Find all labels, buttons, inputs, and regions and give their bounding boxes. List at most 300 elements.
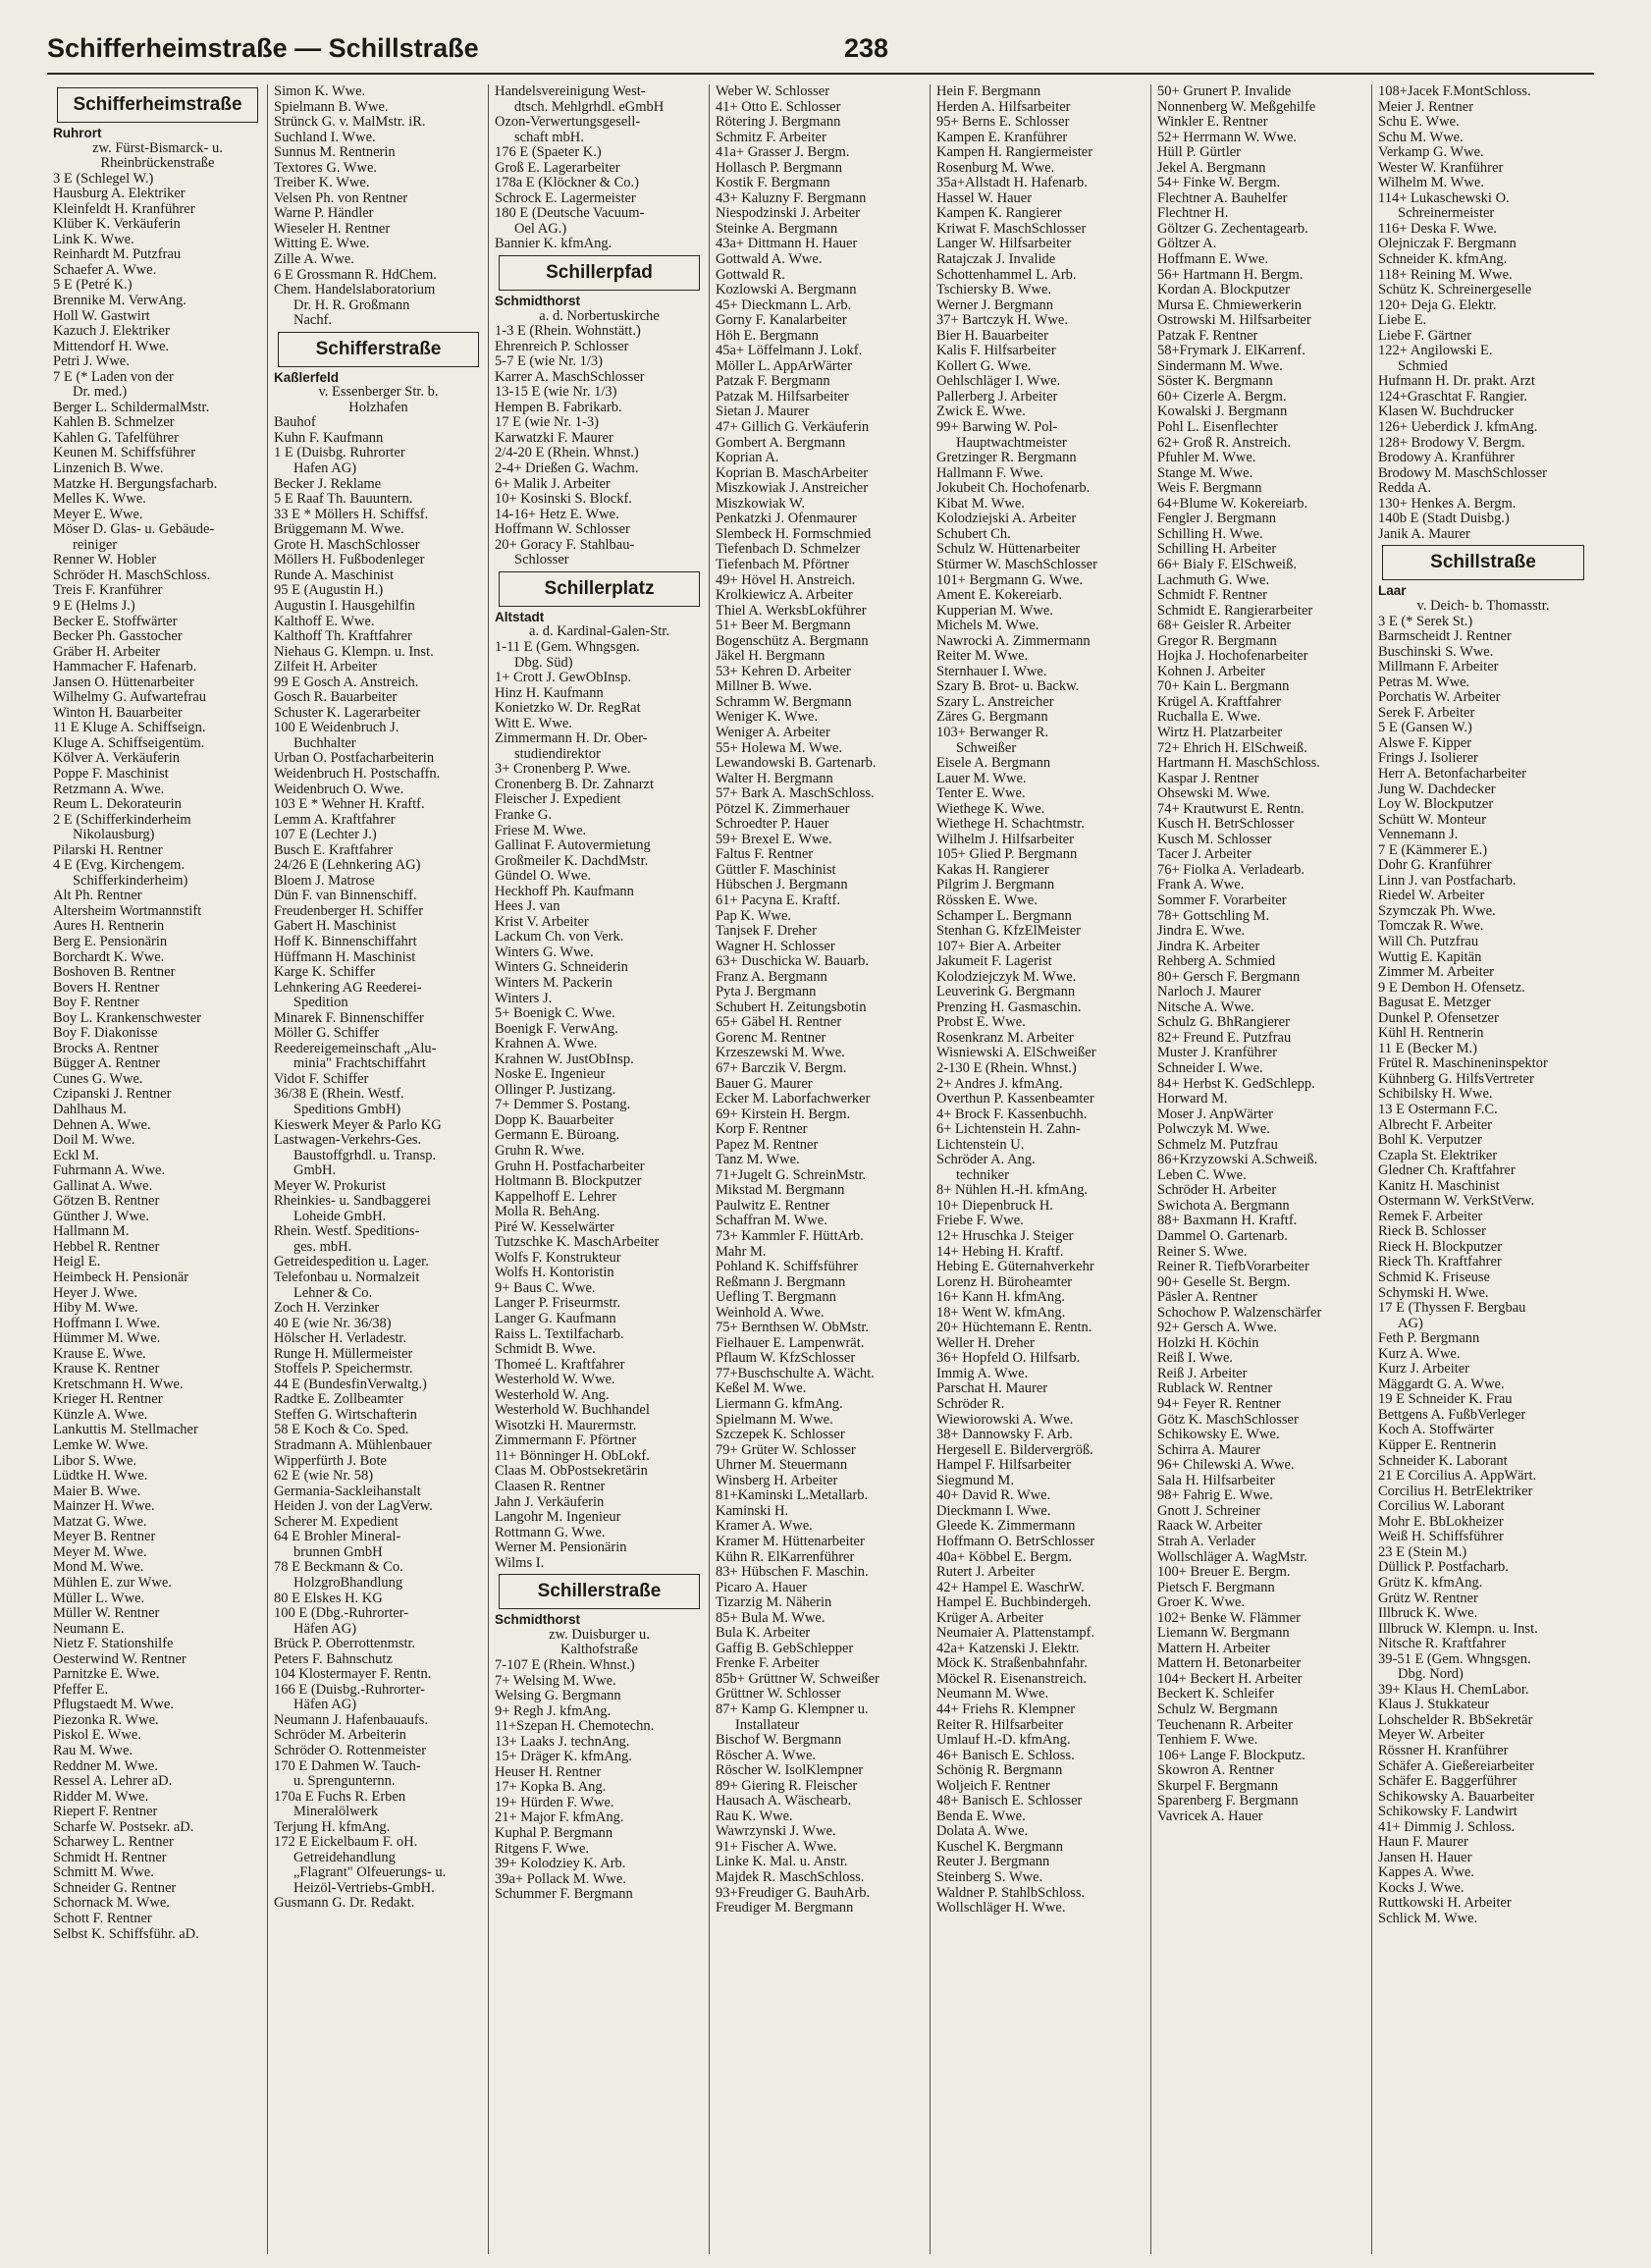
directory-entry: Piré W. Kesselwärter <box>495 1219 615 1235</box>
directory-entry: Schröder R. <box>936 1397 1005 1413</box>
directory-entry: Ridder M. Wwe. <box>53 1789 149 1805</box>
directory-entry: 85b+ Grüttner W. Schweißer <box>716 1671 879 1687</box>
directory-entry: Ressel A. Lehrer aD. <box>53 1774 173 1790</box>
directory-entry: Schönig R. Bergmann <box>936 1763 1063 1779</box>
directory-entry: Kazuch J. Elektriker <box>53 324 170 340</box>
directory-entry: Schroedter P. Hauer <box>716 817 829 833</box>
directory-entry: Tacer J. Arbeiter <box>1157 847 1252 863</box>
directory-entry: Redda A. <box>1378 481 1431 497</box>
directory-entry: Wollschläger A. WagMstr. <box>1157 1549 1307 1565</box>
directory-entry: Immig A. Wwe. <box>936 1366 1029 1381</box>
directory-entry: 35a+Allstadt H. Hafenarb. <box>936 176 1088 191</box>
directory-entry: Stenhan G. KfzElMeister <box>936 924 1081 940</box>
directory-entry: Probst E. Wwe. <box>936 1015 1026 1031</box>
directory-entry: 100 E (Dbg.-Ruhrorter- <box>274 1606 409 1622</box>
directory-entry: 1 E (Duisbg. Ruhrorter <box>274 446 405 461</box>
directory-entry: 172 E Eickelbaum F. oH. <box>274 1835 418 1851</box>
directory-entry: Claasen R. Rentner <box>495 1480 606 1495</box>
directory-entry: Schlick M. Wwe. <box>1378 1911 1478 1926</box>
directory-entry: Schornack M. Wwe. <box>53 1896 170 1912</box>
directory-entry: Schirra A. Maurer <box>1157 1442 1261 1458</box>
directory-entry: 48+ Banisch E. Schlosser <box>936 1794 1083 1809</box>
directory-entry: Stürmer W. MaschSchlosser <box>936 557 1097 572</box>
directory-entry: 107+ Bier A. Arbeiter <box>936 939 1061 954</box>
directory-entry: Rössken E. Wwe. <box>936 892 1038 908</box>
directory-entry: 65+ Gäbel H. Rentner <box>716 1015 842 1031</box>
directory-entry: 21+ Major F. kfmAng. <box>495 1810 624 1826</box>
directory-entry: Holzki H. Köchin <box>1157 1335 1259 1351</box>
directory-entry: Heuser H. Rentner <box>495 1764 602 1780</box>
directory-entry: HolzgroBhandlung <box>293 1575 403 1591</box>
directory-entry: 9+ Baus C. Wwe. <box>495 1280 596 1296</box>
directory-entry: 7+ Demmer S. Postang. <box>495 1098 631 1113</box>
directory-entry: Molla R. BehAng. <box>495 1205 601 1220</box>
directory-entry: Renner W. Hobler <box>53 553 157 568</box>
directory-entry: Gleede K. Zimmermann <box>936 1519 1076 1535</box>
directory-entry: Meyer W. Arbeiter <box>1378 1728 1485 1744</box>
directory-entry: Steffen G. Wirtschafterin <box>274 1407 417 1423</box>
directory-entry: Piezonka R. Wwe. <box>53 1712 159 1728</box>
directory-entry: 78 E Beckmann & Co. <box>274 1560 403 1576</box>
directory-entry: Waldner P. StahlbSchloss. <box>936 1885 1086 1901</box>
directory-entry: Scharwey L. Rentner <box>53 1835 174 1851</box>
directory-entry: Schmidt H. Rentner <box>53 1850 167 1865</box>
directory-entry: Wester W. Kranführer <box>1378 160 1504 176</box>
directory-entry: Schramm W. Bergmann <box>716 694 852 710</box>
directory-entry: Krieger H. Rentner <box>53 1392 163 1408</box>
directory-entry: Jung W. Dachdecker <box>1378 782 1496 797</box>
directory-entry: Hauptwachtmeister <box>956 435 1067 451</box>
directory-entry: Hergesell E. Bildervergröß. <box>936 1442 1093 1458</box>
directory-entry: Brennike M. VerwAng. <box>53 294 186 309</box>
directory-entry: Lastwagen-Verkehrs-Ges. <box>274 1133 422 1149</box>
directory-entry: Oehlschläger I. Wwe. <box>936 374 1061 390</box>
directory-entry: 72+ Ehrich H. ElSchweiß. <box>1157 740 1307 756</box>
directory-entry: Kostik F. Bergmann <box>716 176 830 191</box>
directory-entry: Pap K. Wwe. <box>716 908 792 924</box>
directory-entry: 84+ Herbst K. GedSchlepp. <box>1157 1076 1315 1092</box>
directory-entry: 39a+ Pollack M. Wwe. <box>495 1871 626 1887</box>
directory-entry: Kusch H. BetrSchlosser <box>1157 817 1294 833</box>
directory-entry: 176 E (Spaeter K.) <box>495 145 602 161</box>
directory-entry: Bovers H. Rentner <box>53 980 160 996</box>
directory-entry: Schikowsky F. Landwirt <box>1378 1805 1518 1820</box>
directory-entry: Rheinkies- u. Sandbaggerei <box>274 1194 431 1210</box>
directory-entry: Kupperian M. Wwe. <box>936 603 1053 619</box>
directory-entry: 37+ Bartczyk H. Wwe. <box>936 313 1068 329</box>
directory-entry: Tanz M. Wwe. <box>716 1153 800 1168</box>
directory-entry: Hausburg A. Elektriker <box>53 187 186 202</box>
directory-entry: Weidenbruch H. Postschaffn. <box>274 766 441 782</box>
directory-entry: Treis F. Kranführer <box>53 583 163 599</box>
directory-entry: Swichota A. Bergmann <box>1157 1198 1290 1214</box>
directory-entry: Kakas H. Rangierer <box>936 862 1049 878</box>
directory-entry: 106+ Lange F. Blockputz. <box>1157 1748 1305 1763</box>
street-range: zw. Duisburger u. <box>549 1627 650 1643</box>
directory-entry: Boenigk F. VerwAng. <box>495 1021 618 1037</box>
directory-entry: Kriwat F. MaschSchlosser <box>936 221 1087 237</box>
directory-entry: Neumann J. Hafenbauaufs. <box>274 1712 429 1728</box>
directory-entry: Oesterwind W. Rentner <box>53 1651 186 1667</box>
directory-entry: Wisotzki H. Maurermstr. <box>495 1418 637 1433</box>
directory-entry: Frenke F. Arbeiter <box>716 1656 820 1672</box>
directory-entry: Scharfe W. Postsekr. aD. <box>53 1819 194 1835</box>
directory-entry: 94+ Feyer R. Rentner <box>1157 1397 1281 1413</box>
directory-entry: Petri J. Wwe. <box>53 354 130 370</box>
directory-entry: Kahlen B. Schmelzer <box>53 415 175 431</box>
directory-entry: Loy W. Blockputzer <box>1378 797 1494 813</box>
directory-entry: Millner B. Wwe. <box>716 679 812 695</box>
directory-entry: Rublack W. Rentner <box>1157 1381 1273 1397</box>
directory-entry: Stoffels P. Speichermstr. <box>274 1362 413 1377</box>
directory-entry: 11 E (Becker M.) <box>1378 1041 1477 1056</box>
directory-entry: 78+ Gottschling M. <box>1157 908 1270 924</box>
directory-entry: Gledner Ch. Kraftfahrer <box>1378 1163 1516 1179</box>
directory-entry: Rhein. Westf. Speditions- <box>274 1224 420 1240</box>
directory-entry: Boshoven B. Rentner <box>53 965 176 981</box>
directory-entry: 45+ Dieckmann L. Arb. <box>716 297 852 313</box>
directory-entry: Illbruck K. Wwe. <box>1378 1606 1478 1622</box>
directory-entry: Treiber K. Wwe. <box>274 176 370 191</box>
directory-entry: 126+ Ueberdick J. kfmAng. <box>1378 420 1538 436</box>
directory-entry: 18+ Went W. kfmAng. <box>936 1305 1066 1321</box>
directory-entry: 85+ Bula M. Wwe. <box>716 1610 826 1626</box>
directory-entry: Schikowsky A. Bauarbeiter <box>1378 1789 1535 1805</box>
directory-entry: Hartmann H. MaschSchloss. <box>1157 756 1320 772</box>
directory-entry: Liebe E. <box>1378 313 1427 329</box>
directory-entry: Schröder O. Rottenmeister <box>274 1743 427 1758</box>
directory-entry: 95 E (Augustin H.) <box>274 583 384 599</box>
directory-entry: Miszkowiak J. Anstreicher <box>716 481 869 497</box>
directory-entry: Becker J. Reklame <box>274 476 382 492</box>
directory-entry: Schütz K. Schreinergeselle <box>1378 283 1532 298</box>
district-label: Kaßlerfeld <box>274 369 340 385</box>
directory-entry: 103+ Berwanger R. <box>936 725 1049 740</box>
directory-entry: 96+ Chilewski A. Wwe. <box>1157 1458 1295 1474</box>
directory-entry: Urban O. Postfacharbeiterin <box>274 751 435 767</box>
directory-entry: Liermann G. kfmAng. <box>716 1397 843 1413</box>
directory-entry: 51+ Beer M. Bergmann <box>716 619 851 634</box>
directory-entry: 7 E (Kämmerer E.) <box>1378 842 1488 858</box>
directory-entry: Radtke E. Zollbeamter <box>274 1392 403 1408</box>
directory-entry: Schmid K. Friseuse <box>1378 1270 1490 1286</box>
directory-entry: Brüggemann M. Wwe. <box>274 522 404 538</box>
directory-entry: 3+ Cronenberg P. Wwe. <box>495 762 631 778</box>
directory-entry: Gallinat F. Autovermietung <box>495 838 651 854</box>
directory-entry: Albrecht F. Arbeiter <box>1378 1117 1493 1133</box>
directory-entry: Weinhold A. Wwe. <box>716 1305 825 1321</box>
directory-entry: Schmitt M. Wwe. <box>53 1865 154 1881</box>
directory-entry: Reiß J. Arbeiter <box>1157 1366 1248 1381</box>
directory-entry: Czipanski J. Rentner <box>53 1087 172 1103</box>
directory-entry: Hoffmann W. Schlosser <box>495 522 630 538</box>
directory-entry: 9+ Regh J. kfmAng. <box>495 1703 612 1719</box>
directory-entry: Kampen K. Rangierer <box>936 206 1062 222</box>
directory-entry: Tizarzig M. Näherin <box>716 1595 832 1611</box>
directory-entry: Nitsche A. Wwe. <box>1157 999 1254 1015</box>
directory-entry: Bula K. Arbeiter <box>716 1626 811 1642</box>
directory-entry: Müller L. Wwe. <box>53 1591 145 1606</box>
directory-entry: Kühn R. ElKarrenführer <box>716 1549 855 1565</box>
directory-columns <box>47 84 1594 2254</box>
directory-entry: Holtmann B. Blockputzer <box>495 1174 642 1190</box>
directory-entry: 64 E Brohler Mineral- <box>274 1530 401 1545</box>
directory-entry: Winsberg H. Arbeiter <box>716 1473 838 1488</box>
directory-entry: 6+ Malik J. Arbeiter <box>495 476 611 492</box>
directory-entry: Möllers H. Fußbodenleger <box>274 553 425 568</box>
directory-entry: 9 E Dembon H. Ofensetz. <box>1378 980 1525 996</box>
page-header <box>47 27 1594 75</box>
directory-entry: 11+Szepan H. Chemotechn. <box>495 1719 655 1735</box>
directory-entry: 7 E (* Laden von der <box>53 369 174 385</box>
directory-entry: u. Sprengunternn. <box>293 1774 396 1790</box>
directory-entry: Söster K. Bergmann <box>1157 374 1273 390</box>
directory-entry: Heigl E. <box>53 1255 101 1270</box>
street-range: Kalthofstraße <box>560 1643 638 1658</box>
directory-entry: Hoffmann E. Wwe. <box>1157 252 1269 268</box>
directory-entry: Schrock E. Lagermeister <box>495 190 636 206</box>
directory-entry: Gündel O. Wwe. <box>495 869 591 885</box>
directory-entry: Kollert G. Wwe. <box>936 358 1032 374</box>
directory-entry: Grütz W. Rentner <box>1378 1591 1478 1606</box>
directory-entry: Borchardt K. Wwe. <box>53 949 165 965</box>
directory-entry: Müller W. Rentner <box>53 1606 160 1622</box>
directory-entry: Szymczak Ph. Wwe. <box>1378 903 1496 919</box>
directory-entry: Reiß I. Wwe. <box>1157 1351 1234 1367</box>
directory-entry: 52+ Herrmann W. Wwe. <box>1157 130 1298 145</box>
directory-entry: 80+ Gersch F. Bergmann <box>1157 969 1301 985</box>
directory-entry: Westerhold W. Ang. <box>495 1387 610 1403</box>
directory-entry: Gretzinger R. Bergmann <box>936 451 1077 466</box>
directory-entry: Altersheim Wortmannstift <box>53 903 202 919</box>
directory-entry: Kühl H. Rentnerin <box>1378 1026 1484 1042</box>
directory-entry: Hampel F. Hilfsarbeiter <box>936 1458 1071 1474</box>
directory-entry: Kolodziejski A. Arbeiter <box>936 512 1077 527</box>
directory-entry: Umlauf H.-D. kfmAng. <box>936 1733 1071 1749</box>
directory-entry: 83+ Hübschen F. Maschin. <box>716 1565 869 1581</box>
directory-entry: 6+ Lichtenstein H. Zahn- <box>936 1122 1081 1138</box>
directory-entry: Mahr M. <box>716 1244 767 1260</box>
district-label: Altstadt <box>495 609 545 624</box>
directory-entry: Hempen B. Fabrikarb. <box>495 400 622 415</box>
directory-entry: Gusmann G. Dr. Redakt. <box>274 1896 415 1912</box>
directory-entry: Mond M. Wwe. <box>53 1560 144 1576</box>
directory-entry: Installateur <box>735 1717 800 1733</box>
directory-entry: Langohr M. Ingenieur <box>495 1510 621 1526</box>
directory-entry: Güttler F. Maschinist <box>716 862 836 878</box>
directory-entry: Kramer M. Hüttenarbeiter <box>716 1534 865 1549</box>
directory-entry: Hein F. Bergmann <box>936 84 1041 99</box>
directory-entry: Janik A. Maurer <box>1378 526 1470 542</box>
directory-entry: Lichtenstein U. <box>936 1137 1025 1153</box>
street-heading: Schifferheimstraße <box>57 87 258 123</box>
directory-entry: Kuhn F. Kaufmann <box>274 430 384 446</box>
directory-entry: Sietan J. Maurer <box>716 405 810 420</box>
directory-entry: Skowron A. Rentner <box>1157 1763 1274 1779</box>
directory-entry: 114+ Lukaschewski O. <box>1378 190 1510 206</box>
directory-entry: Rössner H. Kranführer <box>1378 1743 1509 1758</box>
directory-entry: Kalis F. Hilfsarbeiter <box>936 344 1056 359</box>
directory-entry: 170 E Dahmen W. Tauch- <box>274 1758 421 1774</box>
directory-entry: 56+ Hartmann H. Bergm. <box>1157 267 1304 283</box>
directory-entry: Wuttig E. Kapitän <box>1378 949 1482 965</box>
directory-entry: Paulwitz E. Rentner <box>716 1198 830 1214</box>
directory-entry: Karrer A. MaschSchlosser <box>495 369 645 385</box>
directory-entry: Kuphal P. Bergmann <box>495 1825 613 1841</box>
directory-entry: Winters G. Schneiderin <box>495 960 628 976</box>
directory-entry: Strünck G. v. MalMstr. iR. <box>274 115 426 131</box>
directory-entry: Kaspar J. Rentner <box>1157 771 1259 786</box>
directory-entry: Majdek R. MaschSchloss. <box>716 1869 865 1885</box>
directory-entry: Parschat H. Maurer <box>936 1381 1048 1397</box>
directory-entry: Kuschel K. Bergmann <box>936 1839 1063 1855</box>
directory-entry: 41+ Otto E. Schlosser <box>716 99 841 115</box>
directory-entry: Meyer E. Wwe. <box>53 507 143 522</box>
directory-entry: Röscher W. IsolKlempner <box>716 1763 864 1779</box>
directory-column <box>489 84 710 2254</box>
directory-entry: Tomczak R. Wwe. <box>1378 919 1484 935</box>
directory-entry: 13-15 E (wie Nr. 1/3) <box>495 385 617 401</box>
directory-entry: Thiel A. WerksbLokführer <box>716 603 867 619</box>
directory-entry: 36/38 E (Rhein. Westf. <box>274 1087 404 1103</box>
directory-entry: Niespodzinski J. Arbeiter <box>716 206 860 222</box>
directory-entry: Klasen W. Buchdrucker <box>1378 405 1515 420</box>
directory-entry: 11+ Bönninger H. ObLokf. <box>495 1448 650 1464</box>
directory-entry: Baustoffgrhdl. u. Transp. <box>293 1148 437 1163</box>
directory-entry: Lohschelder R. BbSekretär <box>1378 1712 1533 1728</box>
directory-entry: 64+Blume W. Kokereiarb. <box>1157 496 1308 512</box>
directory-entry: Kappelhoff E. Lehrer <box>495 1189 617 1205</box>
directory-entry: Zille A. Wwe. <box>274 252 354 268</box>
directory-entry: Pilarski H. Rentner <box>53 842 163 858</box>
directory-entry: 166 E (Duisbg.-Ruhrorter- <box>274 1682 425 1698</box>
directory-entry: Hufmann H. Dr. prakt. Arzt <box>1378 374 1535 390</box>
directory-entry: minia" Frachtschiffahrt <box>293 1056 426 1072</box>
directory-entry: 86+Krzyzowski A.Schweiß. <box>1157 1153 1318 1168</box>
directory-entry: Kalthoff Th. Kraftfahrer <box>274 629 412 645</box>
directory-entry: 61+ Pacyna E. Kraftf. <box>716 892 840 908</box>
directory-entry: Mohr E. BbLokheizer <box>1378 1514 1504 1530</box>
directory-entry: Hüll P. Gürtler <box>1157 145 1241 161</box>
directory-entry: 15+ Dräger K. kfmAng. <box>495 1750 632 1765</box>
directory-entry: 73+ Kammler F. HüttArb. <box>716 1229 864 1245</box>
directory-entry: Reinhardt M. Putzfrau <box>53 247 182 263</box>
directory-entry: Boy L. Krankenschwester <box>53 1010 201 1026</box>
directory-entry: 40a+ Köbbel E. Bergm. <box>936 1549 1072 1565</box>
directory-entry: Patzak F. Bergmann <box>716 374 830 390</box>
directory-entry: 4+ Brock F. Kassenbuchh. <box>936 1107 1088 1122</box>
directory-entry: Pflaum W. KfzSchlosser <box>716 1351 856 1367</box>
directory-entry: 180 E (Deutsche Vacuum- <box>495 206 645 222</box>
directory-entry: Schmidt F. Rentner <box>1157 588 1268 604</box>
directory-entry: Dr. med.) <box>73 385 128 401</box>
directory-entry: Krüger A. Arbeiter <box>936 1610 1044 1626</box>
directory-entry: 41+ Dimmig J. Schloss. <box>1378 1819 1516 1835</box>
directory-entry: 45a+ Löffelmann J. Lokf. <box>716 344 863 359</box>
directory-entry: Freudiger M. Bergmann <box>716 1901 854 1917</box>
street-range: Rheinbrückenstraße <box>100 156 215 172</box>
directory-entry: 2+ Andres J. kfmAng. <box>936 1076 1063 1092</box>
directory-entry: Brück P. Oberrottenmstr. <box>274 1637 416 1652</box>
directory-entry: 11 E Kluge A. Schiffseign. <box>53 721 206 736</box>
directory-entry: Thomeé L. Kraftfahrer <box>495 1357 625 1373</box>
directory-entry: Selbst K. Schiffsführ. aD. <box>53 1926 199 1942</box>
directory-entry: 140b E (Stadt Duisbg.) <box>1378 512 1510 527</box>
directory-entry: 43a+ Dittmann H. Hauer <box>716 237 858 252</box>
directory-entry: Möller L. AppArWärter <box>716 358 852 374</box>
directory-entry: 17+ Kopka B. Ang. <box>495 1780 607 1796</box>
directory-entry: 74+ Krautwurst E. Rentn. <box>1157 801 1305 817</box>
directory-entry: Woljeich F. Rentner <box>936 1778 1050 1794</box>
directory-entry: 3 E (* Serek St.) <box>1378 614 1473 629</box>
directory-entry: Bloem J. Matrose <box>274 873 375 889</box>
directory-entry: Terjung H. kfmAng. <box>274 1819 391 1835</box>
directory-entry: 13 E Ostermann F.C. <box>1378 1103 1498 1117</box>
directory-entry: Schu M. Wwe. <box>1378 130 1464 145</box>
directory-entry: Günther J. Wwe. <box>53 1209 149 1224</box>
directory-entry: Kahlen G. Tafelführer <box>53 430 179 446</box>
directory-entry: 38+ Dannowsky F. Arb. <box>936 1428 1073 1443</box>
directory-entry: 44 E (BundesfinVerwaltg.) <box>274 1377 427 1392</box>
directory-entry: Schaefer A. Wwe. <box>53 262 157 278</box>
directory-entry: Libor S. Wwe. <box>53 1453 137 1469</box>
directory-entry: Getreidespedition u. Lager. <box>274 1255 429 1270</box>
directory-entry: Linzenich B. Wwe. <box>53 461 164 477</box>
directory-entry: Ozon-Verwertungsgesell- <box>495 115 641 131</box>
directory-entry: 46+ Banisch E. Schloss. <box>936 1748 1075 1763</box>
directory-entry: Peters F. Bahnschutz <box>274 1651 393 1667</box>
directory-entry: Wolfs F. Konstrukteur <box>495 1250 621 1266</box>
directory-entry: 39+ Kolodziey K. Arb. <box>495 1857 626 1872</box>
directory-entry: Schaffran M. Wwe. <box>716 1214 827 1229</box>
directory-entry: Mühlen E. zur Wwe. <box>53 1575 172 1591</box>
directory-entry: Hümmer M. Wwe. <box>53 1331 161 1347</box>
directory-entry: 105+ Glied P. Bergmann <box>936 847 1078 863</box>
directory-entry: Weniger A. Arbeiter <box>716 725 830 740</box>
directory-entry: 6 E Grossmann R. HdChem. <box>274 267 437 283</box>
directory-entry: Miszkowiak W. <box>716 496 806 512</box>
directory-entry: Bannier K. kfmAng. <box>495 237 612 252</box>
directory-entry: Mainzer H. Wwe. <box>53 1499 155 1515</box>
directory-entry: Gottwald A. Wwe. <box>716 252 823 268</box>
directory-entry: 9 E (Helms J.) <box>53 598 135 614</box>
page-number: 238 <box>844 33 889 63</box>
directory-entry: Hebbel R. Rentner <box>53 1239 160 1255</box>
directory-entry: 1+ Crott J. GewObInsp. <box>495 671 632 686</box>
directory-entry: Düllick P. Postfacharb. <box>1378 1560 1509 1576</box>
directory-entry: „Flagrant" Olfeuerungs- u. <box>293 1865 447 1881</box>
directory-entry: Kozlowski A. Bergmann <box>716 283 857 298</box>
directory-entry: Korp F. Rentner <box>716 1122 808 1138</box>
directory-entry: 92+ Gersch A. Wwe. <box>1157 1321 1277 1336</box>
directory-entry: Penkatzki J. Ofenmaurer <box>716 512 857 527</box>
directory-entry: Hinz H. Kaufmann <box>495 685 604 701</box>
directory-entry: 36+ Hopfeld O. Hilfsarb. <box>936 1351 1081 1367</box>
directory-entry: 58+Frymark J. ElKarrenf. <box>1157 344 1305 359</box>
directory-entry: Warne P. Händler <box>274 206 374 222</box>
directory-entry: Nonnenberg W. Meßgehilfe <box>1157 99 1316 115</box>
directory-entry: Ostrowski M. Hilfsarbeiter <box>1157 313 1311 329</box>
directory-entry: Rieck H. Blockputzer <box>1378 1239 1503 1255</box>
directory-entry: Patzak F. Rentner <box>1157 328 1258 344</box>
directory-entry: 2-130 E (Rhein. Whnst.) <box>936 1061 1077 1076</box>
directory-entry: Linn J. van Postfacharb. <box>1378 873 1517 889</box>
street-heading: Schillstraße <box>1382 545 1584 580</box>
directory-entry: Winton H. Bauarbeiter <box>53 705 183 721</box>
directory-entry: Bettgens A. FußbVerleger <box>1378 1407 1526 1423</box>
directory-entry: Schneider I. Wwe. <box>1157 1061 1263 1076</box>
directory-entry: Wipperfürth J. Bote <box>274 1453 387 1469</box>
